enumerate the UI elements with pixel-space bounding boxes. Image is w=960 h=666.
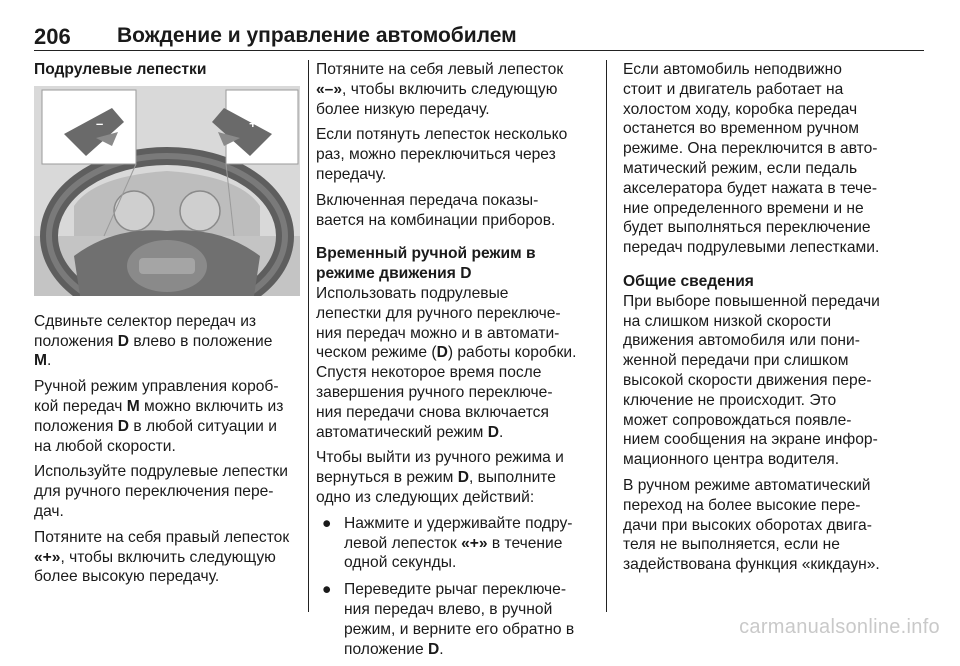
paragraph: В ручном режиме автоматический переход на более высокие пере- дачи при высоких оборотах двига- теля не выполняется, если не задействована функция «кикдаун». xyxy=(623,476,880,574)
paragraph: Потяните на себя левый лепесток «–», чтобы включить следующую более низкую передачу. xyxy=(316,61,564,118)
column-2 xyxy=(316,60,592,666)
minus-paddle-label: – xyxy=(96,115,104,131)
page-number: 206 xyxy=(34,24,71,49)
paragraph: Включенная передача показы- вается на комбинации приборов. xyxy=(316,191,556,229)
watermark: carmanualsonline.info xyxy=(739,616,940,638)
steering-wheel-illustration xyxy=(34,86,300,296)
column-divider-2 xyxy=(606,60,607,612)
section-heading-paddles: Подрулевые лепестки xyxy=(34,61,207,78)
paragraph: Потяните на себя правый лепесток «+», чтобы включить следующую более высокую передачу. xyxy=(34,528,290,586)
list-item: ● Нажмите и удерживайте подру- левой лепесток «+» в течение одной секунды. xyxy=(322,514,573,572)
paragraph: При выборе повышенной передачи на слишком низкой скорости движения автомобиля или пони- женной передачи при слишком высокой скорости движения пере- ключение не происходит. Это может сопровождаться появле- нием сообщения на экране инфор- мационного центра водителя. xyxy=(623,292,880,469)
paragraph: Если потянуть лепесток несколько раз, можно переключиться через передачу. xyxy=(316,126,568,183)
plus-paddle-label: + xyxy=(249,115,257,131)
section-heading-general-info: Общие сведения xyxy=(623,272,754,290)
list-item: ● Переведите рычаг переключе- ния передач влево, в ручной режим, и верните его обратно в положение D. xyxy=(322,581,575,658)
action-list xyxy=(316,514,592,660)
bullet-icon: ● xyxy=(322,514,332,532)
section-heading-temporary-manual: Временный ручной режим в режиме движения D xyxy=(316,245,536,283)
column-1 xyxy=(34,60,300,593)
chapter-title: Вождение и управление автомобилем xyxy=(117,24,517,47)
paragraph: Если автомобиль неподвижно стоит и двигатель работает на холостом ходу, коробка передач останется во временном ручном режиме. Она переключится в авто- матический режим, если педаль акселератора будет нажата в тече- ние определенного времени и не будет выполняться переключение передач подрулевыми лепестками. xyxy=(623,61,880,257)
paragraph: Ручной режим управления короб- кой передач M можно включить из положения D в любой ситуации и на любой скорости. xyxy=(34,378,284,455)
column-divider-1 xyxy=(308,60,309,612)
paragraph: Сдвиньте селектор передач из положения D влево в положение M. xyxy=(34,312,273,370)
paragraph: Чтобы выйти из ручного режима и вернуться в режим D, выполните одно из следующих действий: xyxy=(316,449,564,506)
page-header xyxy=(34,10,924,51)
bullet-icon: ● xyxy=(322,581,332,599)
column-3 xyxy=(623,60,891,581)
paragraph: Использовать подрулевые лепестки для ручного переключе- ния передач можно и в автомати- ческом режиме (D) работы коробки. Спустя некоторое время после завершения ручного переключе- ния передачи снова включается автоматический режим D. xyxy=(316,284,577,441)
steering-wheel-image xyxy=(34,86,300,296)
paragraph: Используйте подрулевые лепестки для ручного переключения пере- дач. xyxy=(34,463,288,520)
